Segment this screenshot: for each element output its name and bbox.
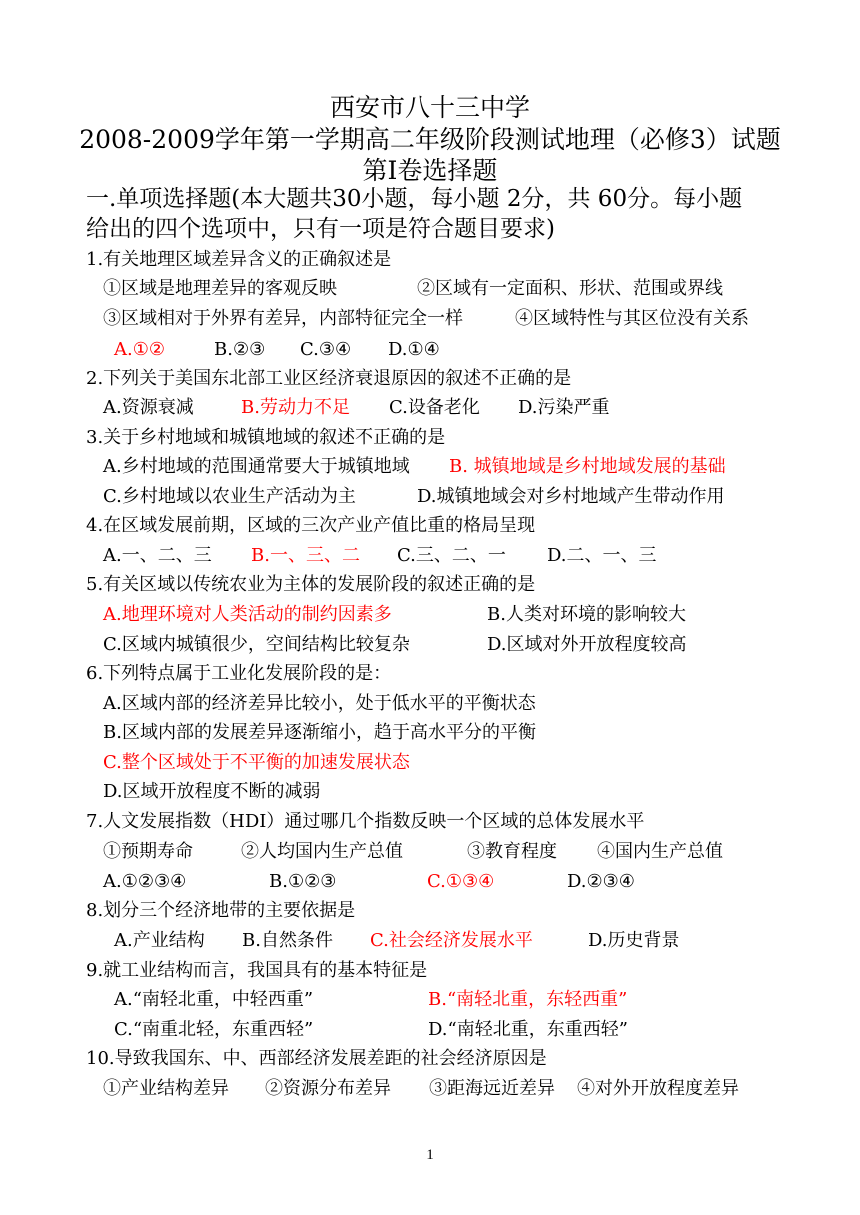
question-2-option-a: A.资源衰减 (103, 397, 194, 418)
question-9-option-d: D.“南轻北重，东重西轻” (428, 1019, 628, 1040)
question-3-option-b: B. 城镇地域是乡村地域发展的基础 (449, 456, 726, 477)
page-number: 1 (426, 1147, 434, 1163)
question-10-statement-1: ①产业结构差异 (103, 1078, 229, 1099)
question-10-statement-3: ③距海远近差异 (429, 1078, 555, 1099)
question-7-option-a: A.①②③④ (103, 871, 187, 892)
question-10-stem: 10.导致我国东、中、西部经济发展差距的社会经济原因是 (86, 1048, 547, 1069)
question-6-option-c: C.整个区域处于不平衡的加速发展状态 (103, 752, 410, 773)
question-8-option-a: A.产业结构 (114, 930, 205, 951)
question-9-option-c: C.“南重北轻，东重西轻” (114, 1019, 314, 1040)
question-4-option-c: C.三、二、一 (397, 545, 506, 566)
question-7-option-c: C.①③④ (427, 871, 495, 892)
question-6-stem: 6.下列特点属于工业化发展阶段的是： (86, 663, 392, 684)
question-5-option-b: B.人类对环境的影响较大 (487, 604, 686, 625)
question-9-option-b: B.“南轻北重，东轻西重” (428, 989, 628, 1010)
question-1-option-d: D.①④ (388, 339, 440, 360)
question-1-statement-1: ①区域是地理差异的客观反映 (103, 278, 337, 299)
question-6-option-a: A.区域内部的经济差异比较小，处于低水平的平衡状态 (103, 693, 536, 714)
question-1-stem: 1.有关地理区域差异含义的正确叙述是 (86, 249, 392, 270)
question-7-statement-1: ①预期寿命 (103, 841, 193, 862)
question-9-stem: 9.就工业结构而言，我国具有的基本特征是 (86, 960, 428, 981)
question-5-option-a: A.地理环境对人类活动的制约因素多 (103, 604, 392, 625)
section-instruction-line1: 一.单项选择题(本大题共30小题，每小题 2分，共 60分。每小题 (86, 186, 743, 212)
question-10-statement-4: ④对外开放程度差异 (577, 1078, 739, 1099)
question-7-statement-2: ②人均国内生产总值 (241, 841, 403, 862)
question-10-statement-2: ②资源分布差异 (265, 1078, 391, 1099)
question-4-option-b: B.一、三、二 (251, 545, 360, 566)
question-1-option-a: A.①② (114, 339, 165, 360)
question-3-option-c: C.乡村地域以农业生产活动为主 (103, 486, 356, 507)
question-4-option-d: D.二、一、三 (547, 545, 657, 566)
question-1-statement-3: ③区域相对于外界有差异，内部特征完全一样 (103, 308, 463, 329)
school-title: 西安市八十三中学 (329, 93, 530, 122)
question-2-option-d: D.污染严重 (518, 397, 610, 418)
question-8-option-d: D.历史背景 (588, 930, 680, 951)
question-8-option-b: B.自然条件 (242, 930, 333, 951)
question-2-option-b: B.劳动力不足 (241, 397, 350, 418)
question-1-option-c: C.③④ (300, 339, 352, 360)
question-1-option-b: B.②③ (214, 339, 266, 360)
question-1-statement-2: ②区域有一定面积、形状、范围或界线 (417, 278, 723, 299)
question-8-stem: 8.划分三个经济地带的主要依据是 (86, 900, 356, 921)
question-7-stem: 7.人文发展指数（HDI）通过哪几个指数反映一个区域的总体发展水平 (86, 811, 645, 832)
question-9-option-a: A.“南轻北重，中轻西重” (114, 989, 314, 1010)
question-5-option-c: C.区域内城镇很少，空间结构比较复杂 (103, 634, 410, 655)
question-5-stem: 5.有关区域以传统农业为主体的发展阶段的叙述正确的是 (86, 574, 536, 595)
question-7-statement-3: ③教育程度 (467, 841, 557, 862)
question-7-option-d: D.②③④ (567, 871, 635, 892)
question-3-option-a: A.乡村地域的范围通常要大于城镇地域 (103, 456, 410, 477)
question-8-option-c: C.社会经济发展水平 (370, 930, 533, 951)
question-2-option-c: C.设备老化 (389, 397, 480, 418)
question-2-stem: 2.下列关于美国东北部工业区经济衰退原因的叙述不正确的是 (86, 368, 572, 389)
question-7-option-b: B.①②③ (269, 871, 337, 892)
question-5-option-d: D.区域对外开放程度较高 (487, 634, 687, 655)
question-4-option-a: A.一、二、三 (103, 545, 212, 566)
part-title: 第Ⅰ卷选择题 (362, 156, 498, 185)
question-1-statement-4: ④区域特性与其区位没有关系 (515, 308, 749, 329)
question-6-option-b: B.区域内部的发展差异逐渐缩小，趋于高水平分的平衡 (103, 722, 536, 743)
section-instruction-line2: 给出的四个选项中，只有一项是符合题目要求) (86, 216, 555, 242)
question-3-option-d: D.城镇地域会对乡村地域产生带动作用 (417, 486, 725, 507)
question-3-stem: 3.关于乡村地域和城镇地域的叙述不正确的是 (86, 427, 446, 448)
question-6-option-d: D.区域开放程度不断的减弱 (103, 781, 321, 802)
question-4-stem: 4.在区域发展前期，区域的三次产业产值比重的格局呈现 (86, 515, 536, 536)
question-7-statement-4: ④国内生产总值 (597, 841, 723, 862)
exam-title: 2008-2009学年第一学期高二年级阶段测试地理（必修3）试题 (79, 125, 781, 154)
